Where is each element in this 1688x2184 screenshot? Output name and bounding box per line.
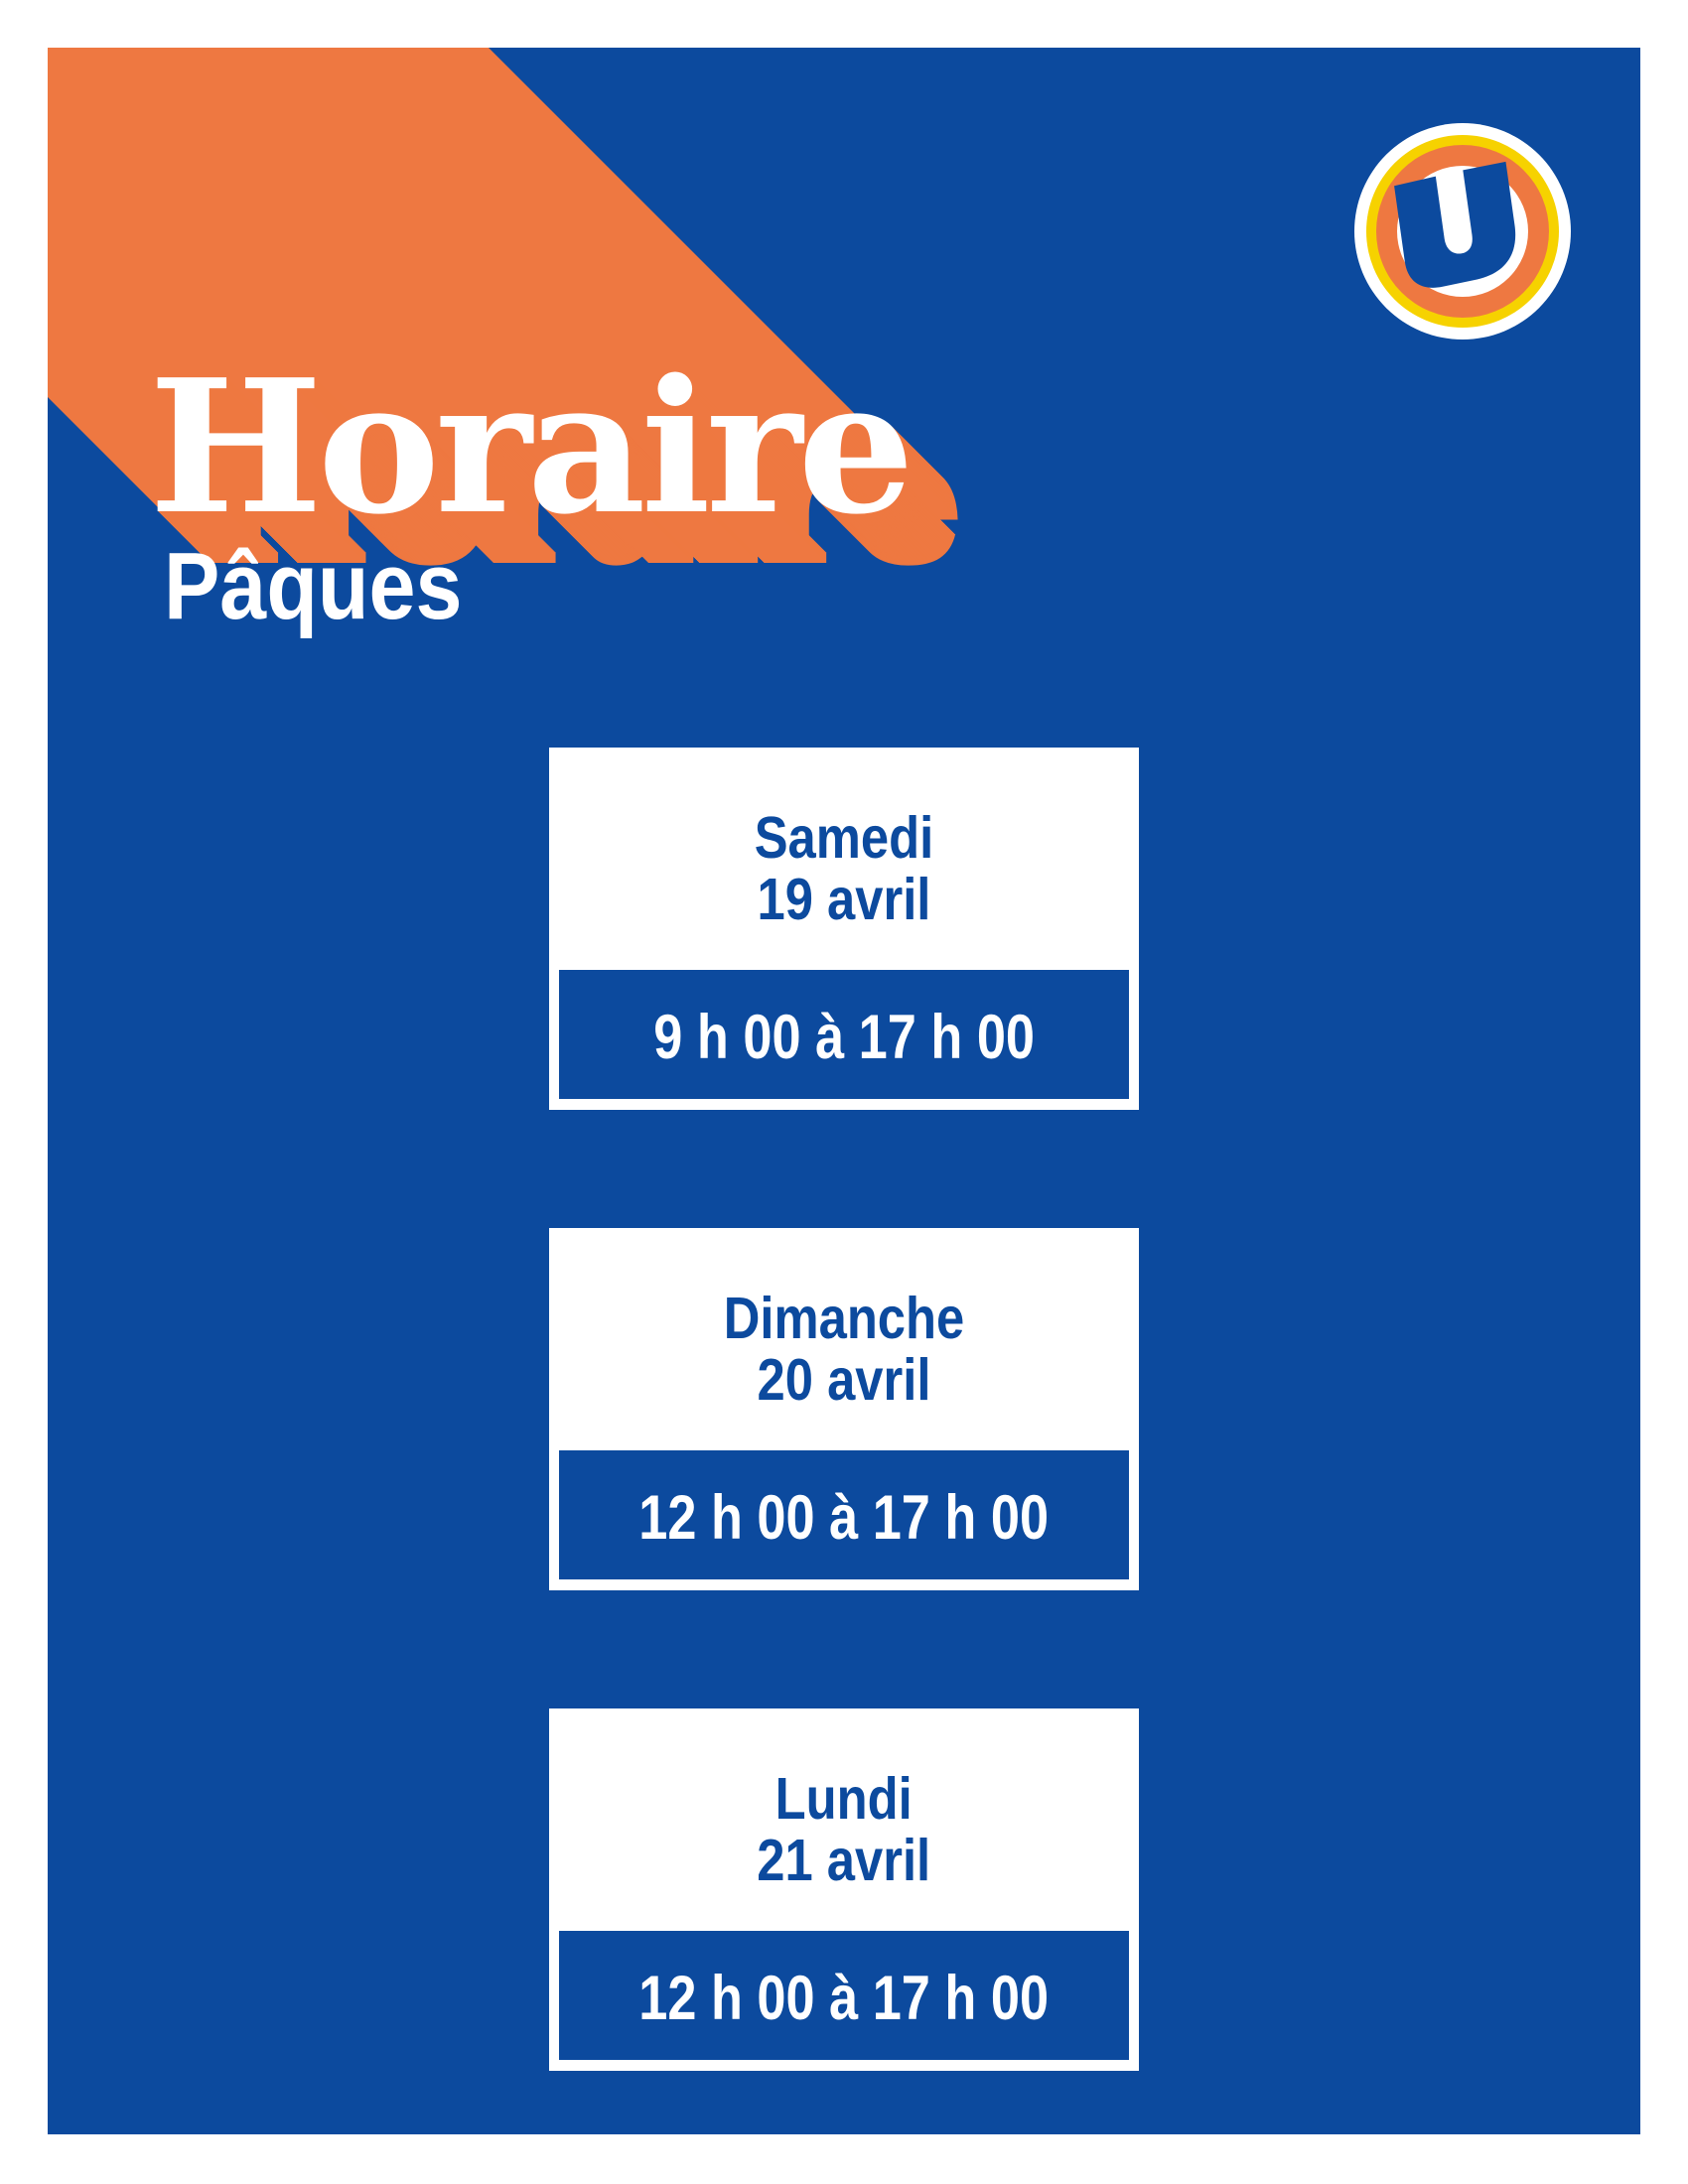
hours-strip: [559, 1931, 1129, 2060]
hours-label: 12 h 00 à 17 h 00: [638, 1482, 1050, 1553]
day-header-area: [549, 1228, 1139, 1450]
hours-strip: [559, 970, 1129, 1099]
hours-strip: [559, 1450, 1129, 1579]
schedule-card-samedi: [549, 748, 1139, 1110]
page-subtitle: Pâques: [164, 533, 463, 639]
schedule-card-dimanche: [549, 1228, 1139, 1590]
day-header-area: [549, 1708, 1139, 1931]
schedule-card-lundi: [549, 1708, 1139, 2071]
date-label: 21 avril: [757, 1828, 931, 1893]
date-label: 19 avril: [757, 867, 931, 932]
page-title: Horaire: [149, 339, 910, 555]
day-header-area: [549, 748, 1139, 970]
u-brand-logo-icon: [1353, 122, 1572, 341]
day-label: Dimanche: [723, 1286, 965, 1351]
date-label: 20 avril: [757, 1347, 931, 1413]
day-label: Samedi: [754, 805, 934, 871]
day-label: Lundi: [774, 1766, 914, 1832]
hours-label: 9 h 00 à 17 h 00: [653, 1002, 1035, 1072]
hours-label: 12 h 00 à 17 h 00: [638, 1963, 1050, 2033]
